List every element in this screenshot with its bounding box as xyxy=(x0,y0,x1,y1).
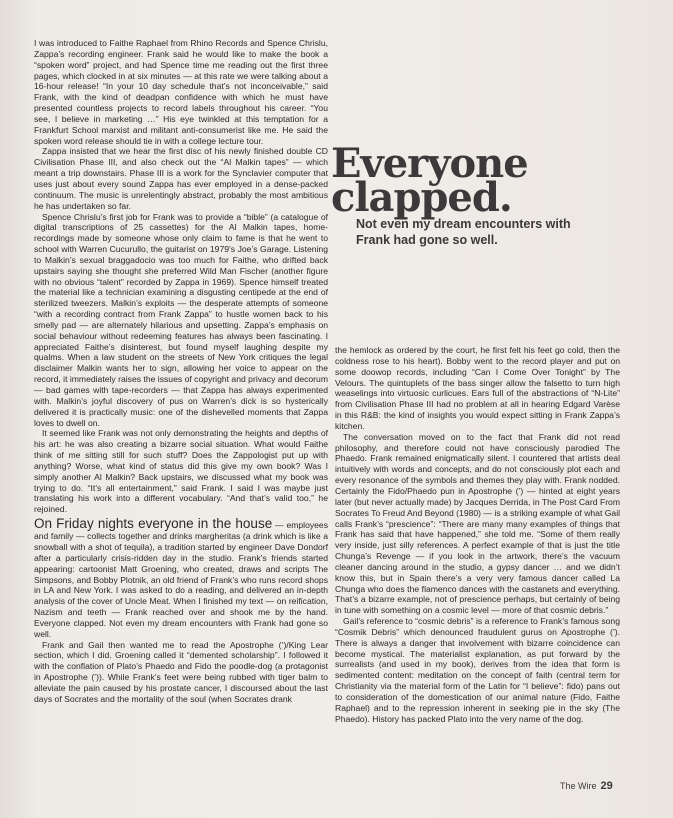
pull-quote-subtitle: Not even my dream encounters with Frank had gone so well. xyxy=(356,217,571,247)
headline-line-1: Everyone xyxy=(331,140,528,187)
paragraph: I was introduced to Faithe Raphael from Rhino Records and Spence Chrislu, Zappa’s recording engineer. Frank said he would like to make the book a “spoken word” project, and had Spence time me reading out the first three pages, which clocked in at six minutes — at this rate we were talking about a 16-hour release! “In your 10 day schedule that’s not inconceivable,” said Frank, with the kind of deadpan confidence with which he must have presented countless projects to record labels throughout his career. “You see, I believe in marketing …” His eye twinkled at this temptation for a Frankfurt School marxist and militant anti-consumerist like me. He said the spoken word release should tie in with a college lecture tour. xyxy=(34,38,328,146)
right-text-column xyxy=(335,345,620,725)
paragraph: the hemlock as ordered by the court, he first felt his feet go cold, then the coldness rose to his heart). Bobby went to the record player and put on some doowop records, including “Can I Come Over Tonight” by The Velours. The quintuplets of the bass singer allow the falsetto to turn high weaselings into virtuosic curlicues. Ears full of the abstractions of “N-Lite” from Civilisation Phase III had no problem at all in hearing Edgard Varèse in this R&B: the kind of insights you would expect sitting in Frank Zappa’s kitchen. xyxy=(335,345,620,431)
paragraph: The conversation moved on to the fact that Frank did not read philosophy, and therefore could not have consciously parodied The Phaedo. Frank remained enigmatically silent. I countered that artists deal intuitively with words and concepts, and do not consciously plot each and every resonance of the symbols and themes they play with. Frank nodded. Certainly the Fido/Phaedo pun in Apostrophe (’) — hinted at eight years later (but never actually made) by Jacques Derrida, in The Post Card From Socrates To Freud And Beyond (1980) — is a striking example of what Gail calls Frank’s “prescience”: “There are many many examples of things that Frank has said that have happened,” she told me. “Some of them really very inside, just silly references. A perfect example of that is just the title Chunga’s Revenge — if you look in the artwork, there’s the vacuum cleaner dancing around in the studio, a gypsy dancer … and we didn’t know this, but in Spain there’s a very very famous dancer called La Chunga who does the flamenco dances with the castanets and everything. That’s a bizarre example, not of prescience perhaps, but certainly of being in tune with something on a cosmic level — more of that cosmic debris.” xyxy=(335,431,621,616)
paragraph: It seemed like Frank was not only demonstrating the heights and depths of his art: he was also creating a bizarre social situation. What would Faithe think of me sitting still for such stuff? Does the Zappologist put up with anything? Worse, what kind of status did this give my own book? Was I simply another Al Malkin? Back upstairs, we discussed what my book was trying to do. “It’s all entertainment,” said Frank. I said I was maybe just translating his work into a different vocabulary. “And that’s valid too,” he rejoined. xyxy=(34,428,328,515)
page-number: 29 xyxy=(600,780,613,792)
paragraph: Frank and Gail then wanted me to read the Apostrophe (’)/King Lear section, which I did. Groening called it “demented scholarship”. I followed it with the conflation of Plato’s Phaedo and Fido the poodle-dog (a protagonist in Apostrophe (’)). While Frank’s feet were being rubbed with tiger balm to alleviate the pain caused by his prostate cancer, I discoursed about the last days of Socrates and the mortality of the soul (when Socrates drank xyxy=(34,639,328,704)
page-footer xyxy=(560,780,613,792)
paragraph xyxy=(34,517,328,639)
paragraph: Gail’s reference to “cosmic debris” is a reference to Frank’s famous song “Cosmik Debris” which denounced fraudulent gurus on Apostrophe (’). There is always a danger that involvement with bizarre coincidence can become mystical. The materialist explanation, as put forward by the surrealists (and used in my book), derives from the idea that form is sedimented content: meditation on the concept of faith (central term for Christianity via the material form of the Latin for “I believe”: fido) pans out to consideration of the domestication of our animal nature (Fido, Faithe Raphael) and to the repression inherent in seeking pie in the sky (The Phaedo). History has packed Plato into the very name of the dog. xyxy=(335,616,620,724)
paragraph-text: — employees and family — collects together and drinks margheritas (a drink which is like a snowball with a shot of tequila), a tradition started by engineer Dave Dondorf after a particularly crisis-ridden day in the studio. Frank’s friends started appearing: cartoonist Matt Groening, who created, draws and scripts The Simpsons, and Bobby Plotnik, an old friend of Frank’s who runs record shops in LA and New York. I was asked to do a reading, and delivered an in-depth analysis of the cover of Uncle Meat. When I finished my text — on reification, Nazism and teeth — Frank reached over and shook me by the hand. Everyone clapped. Not even my dream encounters with Frank had gone so well. xyxy=(34,520,329,639)
paragraph: Zappa insisted that we hear the first disc of his newly finished double CD Civilisation Phase III, and also check out the “Al Malkin tapes” — which meant a trip downstairs. Phase III is a work for the Synclavier computer that uses just about every sound Zappa has ever employed in a dense-packed continuum. The music is unrelentingly abstract, probably the most ambitious he has undertaken so far. xyxy=(34,146,328,211)
section-lead-in: On Friday nights everyone in the house xyxy=(34,516,273,532)
left-text-column xyxy=(34,38,328,705)
pull-quote-headline xyxy=(331,140,631,221)
headline-line-2: clapped. xyxy=(331,174,512,221)
publication-name: The Wire xyxy=(560,781,597,791)
paragraph: Spence Chrislu’s first job for Frank was to provide a “bible” (a catalogue of digital transcriptions of 25 cassettes) for the Al Malkin tapes, home-recordings made by someone whose only claim to fame is that he went to school with Warren Cucurullo, the guitarist on 1979’s Joe’s Garage. Listening to Malkin’s sexual braggadocio was too much for Faithe, who drifted back upstairs saying she thought she preferred Wild Man Fischer (another figure with no obvious “talent” recorded by Zappa in 1969). Spence himself treated the material like a technician examining a disgusting centipede at the end of sterilized tweezers. Malkin’s exploits — the desperate attempts of someone “with a recording contract from Frank Zappa” to hustle women back to his smelly pad — are alternately hilarious and upsetting. Zappa’s emphasis on social behaviour without redeeming features has always been fascinating. I appreciated Faithe’s disinterest, but found myself laughing despite my qualms. When a law student on the streets of New York critiques the legal disclaimer Malkin wants her to sign, allowing her voice to appear on the record, it immediately raises the issues of copyright and privacy and decorum — bad games with tape-recorders — that Zappa has always experimented with. Malkin’s joyful discovery of pus on Warren’s dick is so hysterically delivered it is practically music: one of the dishevelled moments that Zappa loves to dwell on. xyxy=(34,211,328,428)
